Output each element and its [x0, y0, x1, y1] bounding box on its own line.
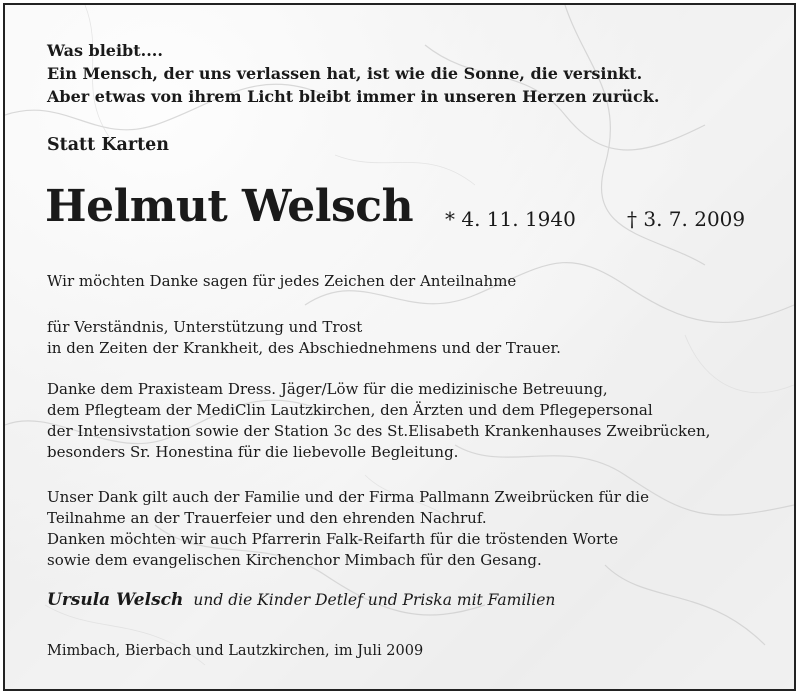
paragraph-line: sowie dem evangelischen Kirchenchor Mimbach für den Gesang.	[47, 551, 542, 569]
motto	[47, 39, 659, 108]
obituary-notice	[3, 3, 796, 691]
death-date: † 3. 7. 2009	[627, 207, 746, 231]
paragraph-line: für Verständnis, Unterstützung und Trost	[47, 318, 363, 336]
signature-family: und die Kinder Detlef und Priska mit Familien	[193, 591, 556, 609]
paragraph-line: Wir möchten Danke sagen für jedes Zeichen der Anteilnahme	[47, 272, 517, 290]
thanks-paragraph	[47, 271, 516, 292]
motto-line: Aber etwas von ihrem Licht bleibt immer in unseren Herzen zurück.	[47, 87, 660, 106]
paragraph-line: der Intensivstation sowie der Station 3c des St.Elisabeth Krankenhauses Zweibrücken,	[47, 422, 711, 440]
thanks-paragraph	[47, 317, 561, 359]
paragraph-line: Unser Dank gilt auch der Familie und der Firma Pallmann Zweibrücken für die	[47, 488, 649, 506]
birth-date: * 4. 11. 1940	[445, 207, 576, 231]
thanks-paragraph	[47, 379, 710, 463]
paragraph-line: in den Zeiten der Krankheit, des Abschiednehmens und der Trauer.	[47, 339, 561, 357]
motto-line: Was bleibt....	[47, 41, 163, 60]
paragraph-line: Danken möchten wir auch Pfarrerin Falk-Reifarth für die tröstenden Worte	[47, 530, 619, 548]
paragraph-line: besonders Sr. Honestina für die liebevolle Begleitung.	[47, 443, 459, 461]
statt-karten-label: Statt Karten	[47, 135, 170, 155]
place-and-date: Mimbach, Bierbach und Lautzkirchen, im Juli 2009	[47, 643, 424, 659]
signature-name: Ursula Welsch	[47, 590, 184, 610]
paragraph-line: Danke dem Praxisteam Dress. Jäger/Löw für die medizinische Betreuung,	[47, 380, 608, 398]
paragraph-line: Teilnahme an der Trauerfeier und den ehrenden Nachruf.	[47, 509, 487, 527]
paragraph-line: dem Pflegteam der MediClin Lautzkirchen, den Ärzten und dem Pflegepersonal	[47, 401, 653, 419]
motto-line: Ein Mensch, der uns verlassen hat, ist wie die Sonne, die versinkt.	[47, 64, 643, 83]
signature	[47, 590, 555, 610]
thanks-paragraph	[47, 487, 649, 571]
deceased-name: Helmut Welsch	[45, 181, 414, 232]
